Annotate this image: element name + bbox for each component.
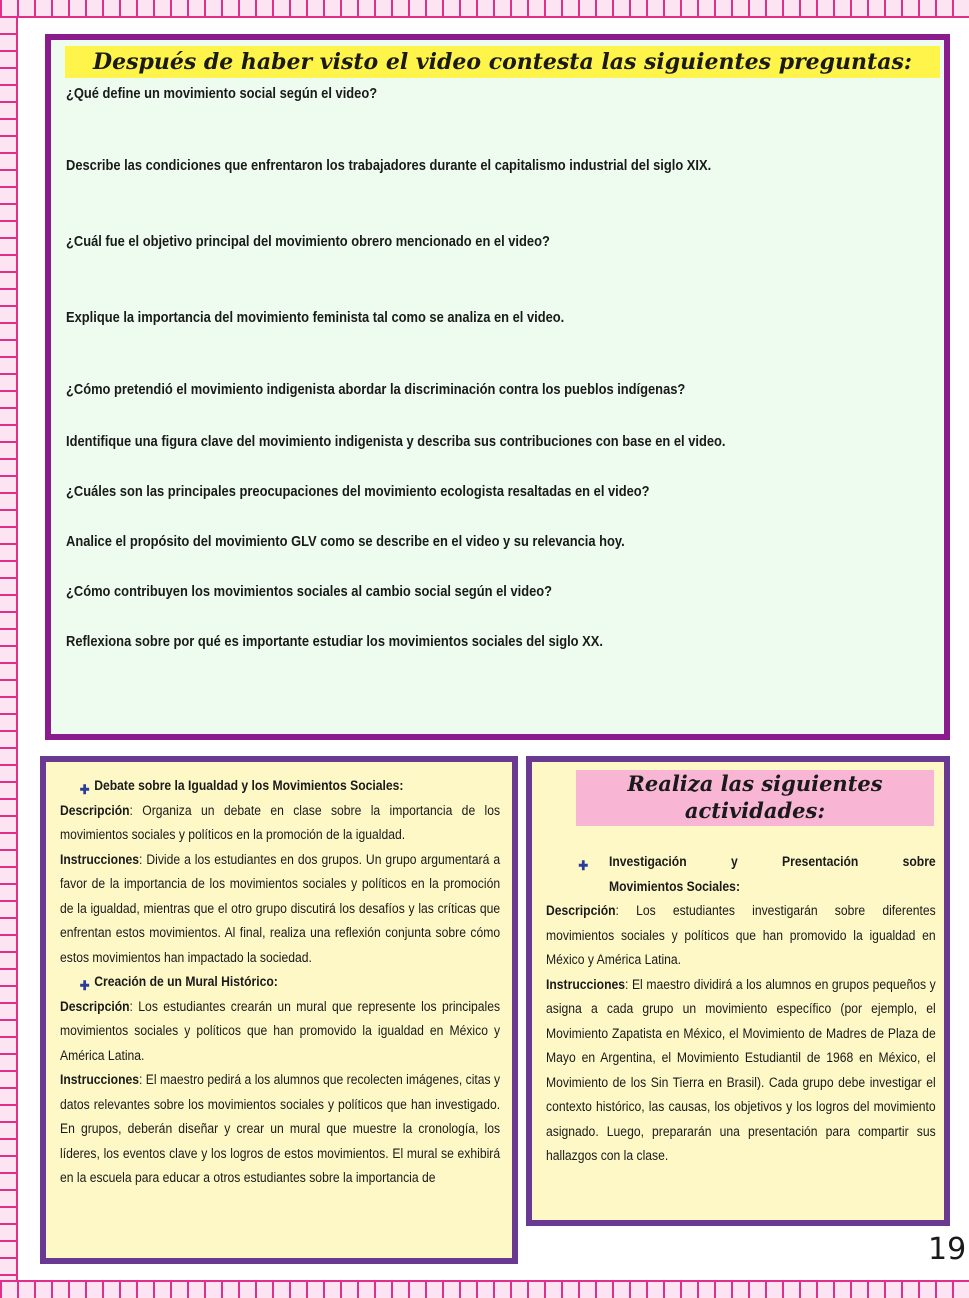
- activity-debate-instr-label: Instrucciones: [60, 851, 140, 867]
- activity-debate-title: Debate sobre la Igualdad y los Movimientos Sociales:: [94, 778, 404, 793]
- left-activities-panel: [40, 756, 518, 1264]
- activity-debate: [60, 774, 500, 1191]
- questions-panel: [45, 34, 950, 740]
- greek-key-border-bottom: [0, 1280, 969, 1298]
- activity-research: [546, 850, 936, 1169]
- question-9: ¿Cómo contribuyen los movimientos sociales al cambio social según el video?: [66, 583, 553, 600]
- question-8: Analice el propósito del movimiento GLV como se describe en el video y su relevancia hoy.: [66, 533, 625, 550]
- activity-debate-heading: [60, 774, 500, 799]
- activity-research-desc: : Los estudiantes investigarán sobre diferentes movimientos sociales y políticos que han promovido la igualdad en México y América Latina.: [546, 903, 936, 967]
- activity-mural-heading: [60, 970, 500, 995]
- page-number: 19: [928, 1232, 967, 1267]
- question-2: Describe las condiciones que enfrentaron los trabajadores durante el capitalismo industrial del siglo XIX.: [66, 157, 712, 174]
- activity-research-title-2: Movimientos Sociales:: [609, 878, 740, 894]
- question-3: ¿Cuál fue el objetivo principal del movimiento obrero mencionado en el video?: [66, 233, 550, 250]
- arrow-bullet-icon: ✚: [578, 858, 589, 873]
- activity-research-heading: [546, 850, 936, 875]
- greek-key-border-top: [0, 0, 969, 18]
- question-10: Reflexiona sobre por qué es importante estudiar los movimientos sociales del siglo XX.: [66, 633, 603, 650]
- question-6: Identifique una figura clave del movimiento indigenista y describa sus contribuciones con base en el video.: [66, 433, 726, 450]
- activity-mural-instr-label: Instrucciones: [60, 1072, 140, 1087]
- question-5: ¿Cómo pretendió el movimiento indigenista abordar la discriminación contra los pueblos indígenas?: [66, 381, 686, 398]
- activity-research-instr: : El maestro dividirá a los alumnos en grupos pequeños y asigna a cada grupo un movimiento específico (por ejemplo, el Movimiento Zapatista en México, el Movimiento de Madres de Plaza de Mayo en Argentina, el Movimiento Estudiantil de 1968 en México, el Movimiento de los Sin Tierra en Brasil). Cada grupo debe investigar el contexto histórico, las causas, los objetivos y los logros del movimiento asignado. Luego, prepararán una presentación para compartir sus hallazgos con la clase.: [546, 976, 936, 1163]
- activity-research-instr-label: Instrucciones: [546, 976, 626, 992]
- questions-title: Después de haber visto el video contesta las siguientes preguntas:: [65, 46, 940, 78]
- activity-research-title-1: Investigación y Presentación sobre: [609, 854, 936, 869]
- activity-debate-instr: : Divide a los estudiantes en dos grupos. Un grupo argumentará a favor de la importancia de los movimientos sociales y políticos en la promoción de la igualdad, mientras que el otro grupo discutirá los desafíos y las críticas que enfrentan estos movimientos. Al final, realiza una reflexión conjunta sobre cómo estos movimientos han impactado la sociedad.: [60, 851, 501, 965]
- right-activities-panel: [526, 756, 950, 1226]
- activity-mural-desc-label: Descripción: [60, 998, 130, 1014]
- activities-title: Realiza las siguientes actividades:: [576, 770, 934, 826]
- arrow-bullet-icon: ✚: [79, 782, 90, 797]
- activity-debate-desc: : Organiza un debate en clase sobre la importancia de los movimientos sociales y políticos en la promoción de la igualdad.: [60, 802, 501, 842]
- activity-mural-title: Creación de un Mural Histórico:: [94, 974, 278, 989]
- question-7: ¿Cuáles son las principales preocupaciones del movimiento ecologista resaltadas en el video?: [66, 483, 650, 500]
- activity-mural-desc: : Los estudiantes crearán un mural que represente los principales movimientos sociales y políticos que han promovido la igualdad en México y América Latina.: [60, 998, 501, 1063]
- question-4: Explique la importancia del movimiento feminista tal como se analiza en el video.: [66, 309, 565, 326]
- activity-mural-instr: : El maestro pedirá a los alumnos que recolecten imágenes, citas y datos relevantes sobre los movimientos sociales y políticos que han investigado. En grupos, deberán diseñar y crear un mural que muestre la cronología, los líderes, los eventos clave y los logros de estos movimientos. El mural se exhibirá en la escuela para educar a otros estudiantes sobre la importancia de: [60, 1072, 501, 1185]
- arrow-bullet-icon: ✚: [79, 978, 90, 993]
- greek-key-border-left: [0, 18, 18, 1280]
- activity-debate-desc-label: Descripción: [60, 802, 130, 818]
- activity-research-desc-label: Descripción: [546, 903, 616, 918]
- question-1: ¿Qué define un movimiento social según el video?: [66, 85, 378, 102]
